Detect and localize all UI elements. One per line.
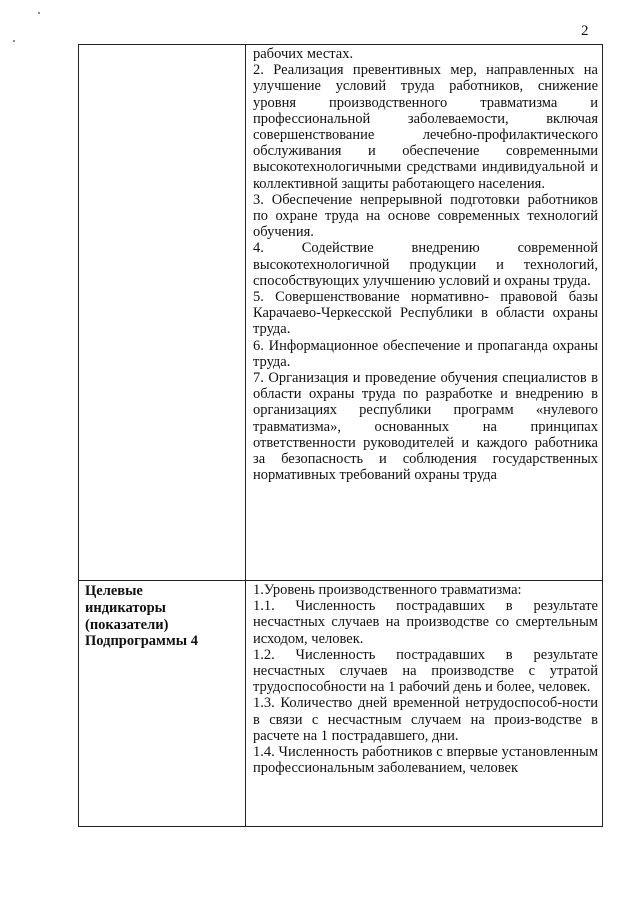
row-heading-line: Подпрограммы 4 bbox=[85, 633, 198, 650]
scan-speck bbox=[13, 40, 15, 42]
row-heading-cell bbox=[79, 45, 246, 581]
list-item: 6. Информационное обеспечение и пропаганда охраны труда. bbox=[253, 337, 598, 370]
row-heading-line: Целевые bbox=[85, 583, 143, 599]
row-heading-line: (показатели) bbox=[85, 616, 169, 633]
list-item: 3. Обеспечение непрерывной подготовки работников по охране труда на основе современных технологий обучения. bbox=[253, 191, 598, 241]
list-item: 1.2. Численность пострадавших в результате несчастных случаев на производстве с утратой трудоспособности на 1 рабочий день и более, человек. bbox=[253, 646, 598, 696]
list-item: 1.1. Численность пострадавших в результате несчастных случаев на производстве со смертельным исходом, человек. bbox=[253, 598, 598, 647]
page-number: 2 bbox=[581, 23, 589, 39]
list-item: 4. Содействие внедрению современной высокотехнологичной продукции и технологий, способствующих улучшению условий и охраны труда. bbox=[253, 240, 598, 289]
row-heading-cell bbox=[79, 581, 246, 827]
list-item: 1.4. Численность работников с впервые установленным профессиональным заболеванием, человек bbox=[253, 744, 598, 777]
row-content-cell bbox=[246, 581, 603, 827]
row-content-cell bbox=[246, 45, 603, 581]
list-item: рабочих местах. bbox=[253, 46, 354, 62]
list-item: 5. Совершенствование нормативно- правовой базы Карачаево-Черкесской Республики в области охраны труда. bbox=[253, 289, 598, 338]
list-item: 1.3. Количество дней временной нетрудоспособ-ности в связи с несчастным случаем на произ-водстве в расчете на 1 пострадавшего, дни. bbox=[253, 695, 598, 744]
scan-speck bbox=[38, 12, 40, 14]
row-heading-line: индикаторы bbox=[85, 599, 166, 616]
list-item: 1.Уровень производственного травматизма: bbox=[253, 582, 522, 598]
list-item: 7. Организация и проведение обучения специалистов в области охраны труда по разработке и внедрению в организациях республики программ «нулевого травматизма», основанных на принципах ответственности руководителей и каждого работника за безопасность и соблюдения государственных нормативных требований охраны труда bbox=[253, 370, 598, 484]
table-row bbox=[79, 45, 603, 581]
row-heading bbox=[79, 50, 245, 51]
table-row bbox=[79, 581, 603, 827]
row-heading bbox=[79, 582, 245, 650]
list-item: 2. Реализация превентивных мер, направленных на улучшение условий труда работников, снижение уровня производственного травматизма и профессиональной заболеваемости, включая совершенствование лечебно-профилактического обслуживания и обеспечение современными высокотехнологичными средствами индивидуальной и коллективной защиты работающего населения. bbox=[253, 62, 598, 192]
program-passport-table bbox=[78, 44, 603, 827]
